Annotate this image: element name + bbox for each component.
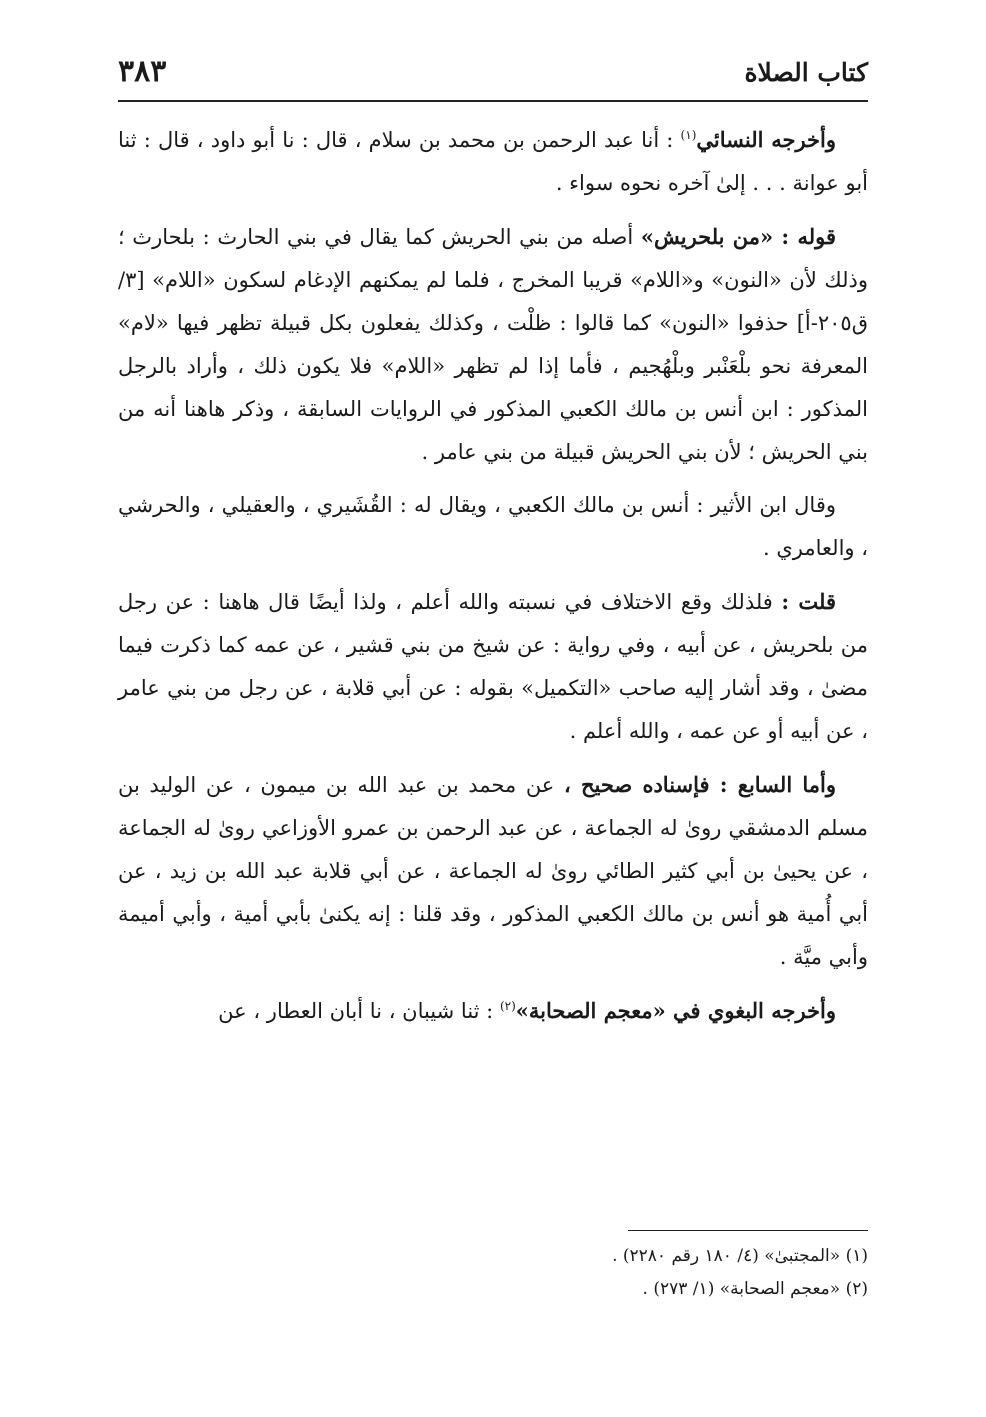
paragraph-lead: وأما السابع : فإسناده صحيح ، <box>563 772 837 797</box>
paragraph-text: فلذلك وقع الاختلاف في نسبته والله أعلم ، ولذا أيضًا قال هاهنا : عن رجل من بلحريش ، عن أبيه ، وفي رواية : عن شيخ من بني قشير ، عن عمه كما ذكرت فيما مضىٰ ، وقد أشار إليه صاحب «التكميل» بقوله : عن أبي قلابة ، عن رجل من بني عامر ، عن أبيه أو عن عمه ، والله أعلم . <box>118 590 868 743</box>
paragraph-qultu <box>118 580 868 753</box>
paragraph-baghawi <box>118 989 868 1033</box>
paragraph-text: أصله من بني الحريش كما يقال في بني الحارث : بلحارث ؛ وذلك لأن «النون» و«اللام» قريبا المخرج ، فلما لم يمكنهم الإدغام لسكون «اللام» [٣/ ق٢٠٥-أ] حذفوا «النون» كما قالوا : ظلْت ، وكذلك يفعلون بكل قبيلة تظهر فيها «لام» المعرفة نحو بلْعَنْبر وبلْهُجيم ، فأما إذا لم تظهر «اللام» فلا يكون ذلك ، وأراد بالرجل المذكور : ابن أنس بن مالك الكعبي المذكور في الروايات السابقة ، وذكر هاهنا أنه من بني الحريش ؛ لأن بني الحريش قبيلة من بني عامر . <box>118 225 868 464</box>
paragraph-nasai <box>118 118 868 205</box>
footnotes <box>118 1240 868 1306</box>
paragraph-lead: قلت : <box>781 589 836 614</box>
paragraph-text: : أنا عبد الرحمن بن محمد بن سلام ، قال : نا أبو داود ، قال : ثنا أبو عوانة . . . إلىٰ آخره نحوه سواء . <box>118 128 868 195</box>
paragraph-lead: قوله : «من بلحريش» <box>640 224 836 249</box>
paragraph-text: عن محمد بن عبد الله بن ميمون ، عن الوليد بن مسلم الدمشقي روىٰ له الجماعة ، عن عبد الرحمن بن عمرو الأوزاعي روىٰ له الجماعة ، عن يحيىٰ بن أبي كثير الطائي روىٰ له الجماعة ، عن أبي قلابة عبد الله بن زيد ، عن أبي أُمية هو أنس بن مالك الكعبي المذكور ، وقد قلنا : إنه يكنىٰ بأبي أمية ، وأبي أميمة وأبي ميَّة . <box>118 773 868 969</box>
running-title: كتاب الصلاة <box>744 58 868 87</box>
paragraph-text: : ثنا شيبان ، نا أبان العطار ، عن <box>218 999 500 1023</box>
footnote-ref: (٢) <box>499 999 516 1013</box>
header-divider <box>118 100 868 102</box>
paragraph-text: وقال ابن الأثير : أنس بن مالك الكعبي ، ويقال له : القُشَيري ، والعقيلي ، والحرشي ، والعامري . <box>118 493 868 560</box>
main-text <box>118 118 868 1043</box>
footnote: (١) «المجتبىٰ» (٤/ ١٨٠ رقم ٢٢٨٠) . <box>612 1246 868 1266</box>
paragraph-balharish <box>118 215 868 474</box>
page-number: ٣٨٣ <box>118 54 167 89</box>
paragraph-seventh <box>118 763 868 979</box>
paragraph-lead: وأخرجه البغوي في «معجم الصحابة» <box>515 998 836 1023</box>
paragraph-lead: وأخرجه النسائي <box>696 127 836 152</box>
footnote-ref: (١) <box>680 128 697 142</box>
footnote-divider <box>628 1230 868 1231</box>
paragraph-ibn-athir <box>118 484 868 570</box>
running-header <box>118 52 868 98</box>
footnote: (٢) «معجم الصحابة» (١/ ٢٧٣) . <box>642 1279 868 1299</box>
